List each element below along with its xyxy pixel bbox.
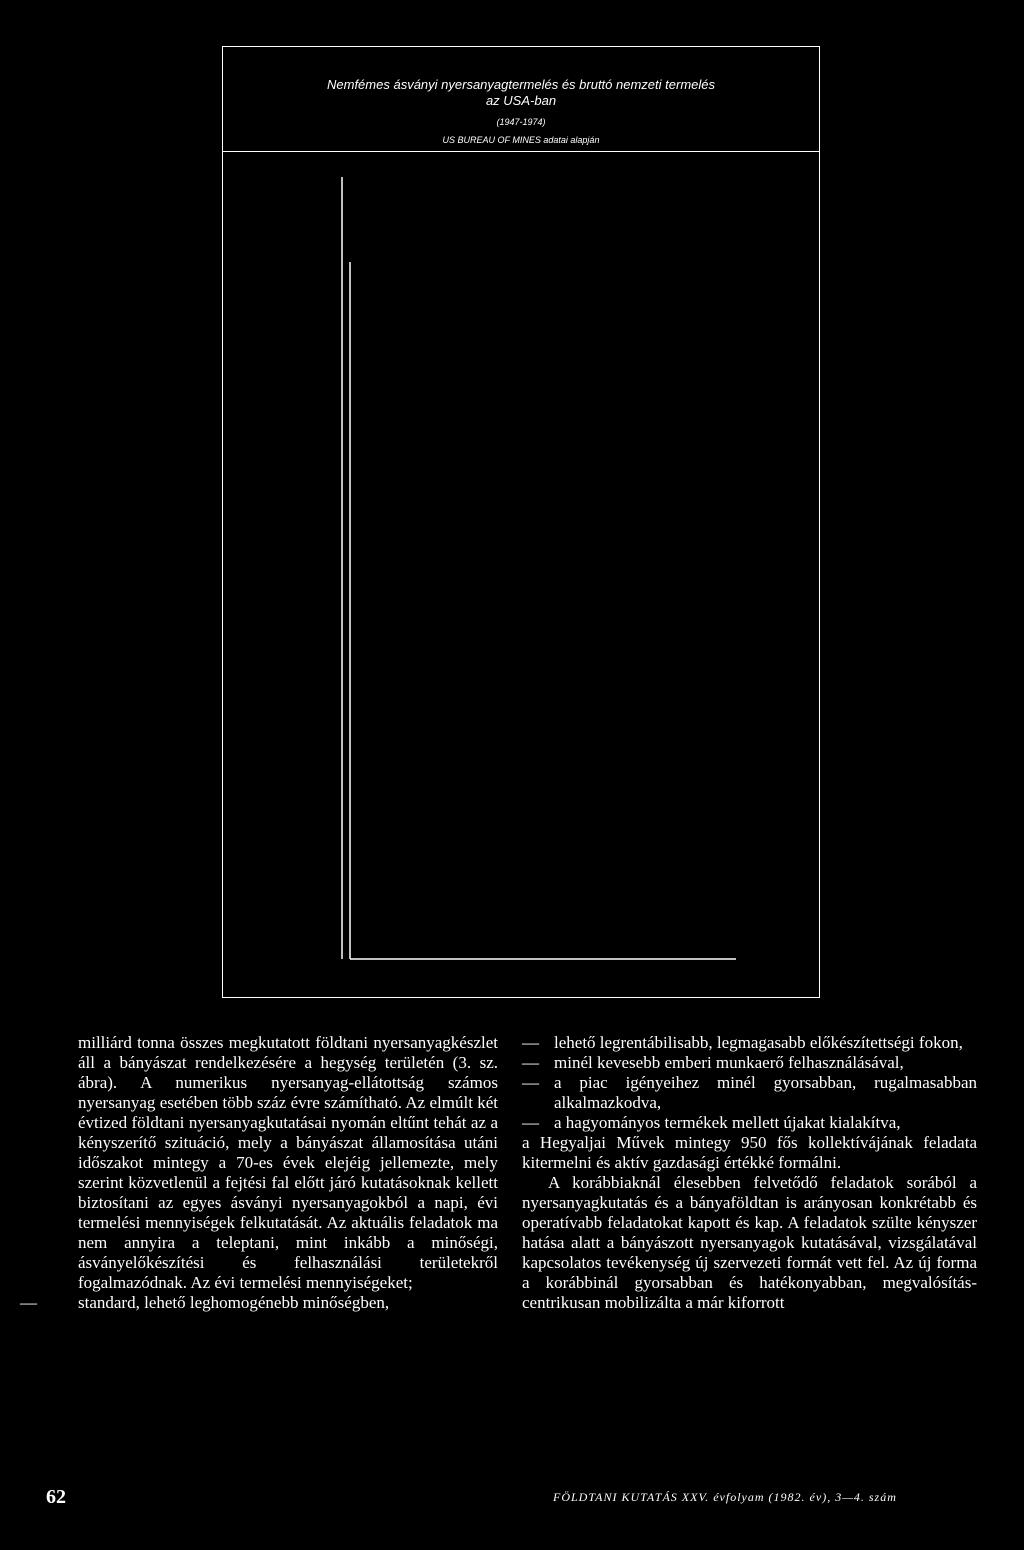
figure-title-line1: Nemfémes ásványi nyersanyagtermelés és bruttó nemzeti termelés xyxy=(327,77,715,92)
left-column xyxy=(20,1033,498,1313)
figure-title-line2: az USA-ban xyxy=(485,93,557,108)
right-list-item xyxy=(522,1033,977,1053)
right-continuation: a Hegyaljai Művek mintegy 950 fős kollektívájának feladata kitermelni és aktív gazdasági értékké formálni. xyxy=(522,1133,977,1172)
page-number: 62 xyxy=(46,1486,66,1508)
right-dash: — xyxy=(522,1073,539,1092)
figure-axes xyxy=(223,47,821,999)
right-list-item-text: a piac igényeihez minél gyorsabban, rugalmasabban alkalmazkodva, xyxy=(554,1073,977,1112)
left-dash-item xyxy=(20,1293,498,1313)
left-dash-text: standard, lehető leghomogénebb minőségben, xyxy=(78,1293,390,1312)
left-paragraph: milliárd tonna összes megkutatott földtani nyersanyagkészlet áll a bányászat rendelkezésére a hegység területén (3. sz. ábra). A numerikus nyersanyag-ellátottság számos nyersanyag esetében több száz évre számítható. Az elmúlt két évtized földtani nyersanyagkutatásai nyomán eltűnt tehát az a kényszerítő szituáció, mely a bányászat államosítása utáni időszakot mintegy a 70-es évek elejéig jellemezte, mely szerint közvetlenül a fejtési fal előtt járó kutatásoknak kellett biztosítani az egyes ásványi nyersanyagokból a napi, évi termelési mennyiségek felkutatását. Az aktuális feladatok ma nem annyira a teleptani, mint inkább a minőségi, ásványelőkészítési és felhasználási területekről fogalmazódnak. Az évi termelési mennyiségeket; xyxy=(78,1033,498,1292)
figure xyxy=(222,46,820,998)
right-column xyxy=(522,1033,977,1313)
right-list-item xyxy=(522,1113,977,1133)
figure-source: US BUREAU OF MINES adatai alapján xyxy=(442,135,600,145)
left-dash: — xyxy=(20,1293,37,1312)
right-list-item xyxy=(522,1053,977,1073)
right-list-item xyxy=(522,1073,977,1113)
right-list-item-text: minél kevesebb emberi munkaerő felhasználásával, xyxy=(554,1053,904,1072)
right-list-item-text: lehető legrentábilisabb, legmagasabb előkészítettségi fokon, xyxy=(554,1033,963,1052)
right-dash: — xyxy=(522,1033,539,1052)
right-paragraph: A korábbiaknál élesebben felvetődő feladatok sorából a nyersanyagkutatás és a bányaföldtan is arányosan konkrétabb és operatívabb feladatokat kapott és kap. A feladatok szülte kényszer hatása alatt a bányászott nyersanyagok kutatásával, vizsgálatával kapcsolatos tevékenység új szervezeti formát vett fel. Az új forma a korábbinál gyorsabban és hatékonyabban, megvalósítás-centrikusan mobilizálta a már kiforrott xyxy=(522,1173,977,1312)
right-dash: — xyxy=(522,1113,539,1132)
right-dash: — xyxy=(522,1053,539,1072)
figure-years: (1947-1974) xyxy=(496,117,546,127)
running-footer: FÖLDTANI KUTATÁS XXV. évfolyam (1982. év), 3—4. szám xyxy=(553,1490,897,1504)
right-list-item-text: a hagyományos termékek mellett újakat kialakítva, xyxy=(554,1113,901,1132)
